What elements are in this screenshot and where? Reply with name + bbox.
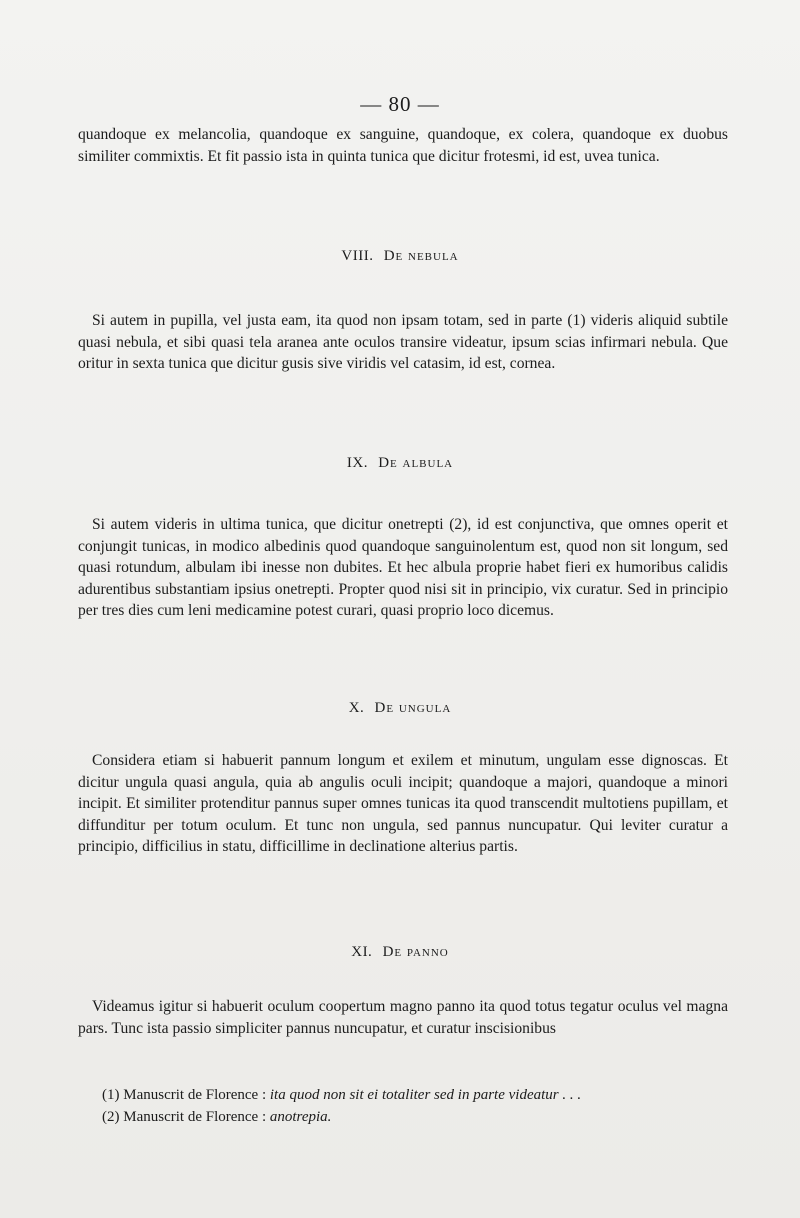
paragraph-nebula: Si autem in pupilla, vel justa eam, ita quod non ipsam totam, sed in parte (1) videris aliquid subtile quasi nebula, et sibi quasi tela aranea ante oculos transire videatur, ipsum scias infirmari nebula. Que oritur in sexta tunica que dicitur gusis sive viridis vel catasim, id est, cornea. xyxy=(78,312,728,373)
section-number: IX. xyxy=(346,455,368,471)
section-heading-x xyxy=(0,700,800,717)
page-number: — 80 — xyxy=(360,92,440,116)
section-heading-viii xyxy=(0,248,800,265)
section-heading-ix xyxy=(0,455,800,472)
footnote-1 xyxy=(102,1084,742,1106)
footnote-marker: (2) xyxy=(102,1109,120,1125)
footnote-text: anotrepia. xyxy=(269,1109,332,1125)
opening-paragraph: quandoque ex melancolia, quandoque ex sanguine, quandoque, ex colera, quandoque ex duobus similiter commixtis. Et fit passio ista in quinta tunica que dicitur frotesmi, id est, uvea tunica. xyxy=(78,126,728,165)
paragraph-panno: Videamus igitur si habuerit oculum coopertum magno panno ita quod totus tegatur oculus vel magna pars. Tunc ista passio simpliciter pannus nuncupatur, et curatur inscisionibus xyxy=(78,998,728,1037)
section-title: De nebula xyxy=(383,248,459,264)
footnote-source: Manuscrit de Florence : xyxy=(123,1087,267,1103)
section-number: VIII. xyxy=(341,248,374,264)
footnote-text: ita quod non sit ei totaliter sed in parte videatur . . . xyxy=(269,1087,582,1103)
section-title: De panno xyxy=(382,944,449,960)
section-number: X. xyxy=(348,700,365,716)
section-title: De ungula xyxy=(374,700,452,716)
footnote-marker: (1) xyxy=(102,1087,120,1103)
section-number: XI. xyxy=(351,944,373,960)
footnotes xyxy=(102,1084,742,1128)
footnote-source: Manuscrit de Florence : xyxy=(123,1109,267,1125)
section-title: De albula xyxy=(378,455,454,471)
paragraph-ungula: Considera etiam si habuerit pannum longum et exilem et minutum, ungulam esse dignoscas. Et dicitur ungula quasi angula, quia ab angulis oculi incipit; quandoque a majori, quandoque a minori incipit. Et similiter protenditur pannus super omnes tunicas ita quod transcendit multotiens pupillam, et diffunditur per totum oculum. Et tunc non ungula, sed pannus nuncupatur. Qui leviter curatur a principio, difficilius in statu, difficillime in declinatione alterius partis. xyxy=(78,752,728,856)
paragraph-albula: Si autem videris in ultima tunica, que dicitur onetrepti (2), id est conjunctiva, que omnes operit et conjungit tunicas, in modico albedinis quod quandoque sanguinolentum est, quod non sit longum, sed quasi rotundum, albulam ibi inesse non dubites. Et hec albula proprie habet fieri ex humoribus calidis adurentibus substantiam ipsius onetrepti. Propter quod nisi sit in principio, vix curatur. Sed in principio per tres dies cum leni medicamine potest curari, quasi proprio loco dicemus. xyxy=(78,516,728,620)
section-heading-xi xyxy=(0,944,800,961)
footnote-2 xyxy=(102,1106,742,1128)
